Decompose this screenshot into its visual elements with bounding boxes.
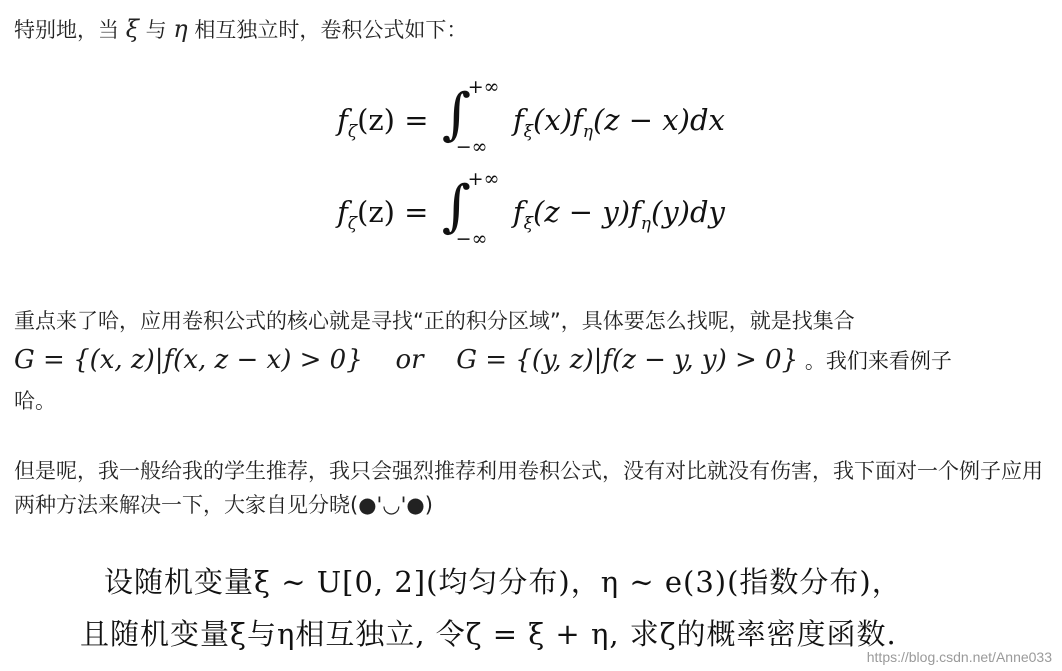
or-text: or xyxy=(395,345,424,375)
core-tail: 。我们来看例子 xyxy=(804,349,952,373)
set-definition-line xyxy=(14,338,1054,383)
xi-symbol: ξ xyxy=(125,15,139,43)
intro-prefix: 特别地，当 xyxy=(14,18,119,42)
core-paragraph-line3: 哈。 xyxy=(14,389,56,413)
intro-suffix: 相互独立时，卷积公式如下： xyxy=(194,18,468,42)
problem-line1: 设随机变量ξ ∼ U[0, 2](均匀分布)，η ∼ e(3)(指数分布)， xyxy=(104,565,902,599)
advice-paragraph: 但是呢，我一般给我的学生推荐，我只会强烈推荐利用卷积公式，没有对比就没有伤害，我下面对一个例子应用两种方法来解决一下，大家自见分晓(●'◡'●) xyxy=(14,459,1043,517)
intro-paragraph xyxy=(14,12,1050,47)
problem-line2: 且随机变量ξ与η相互独立, 令ζ = ξ + η, 求ζ的概率密度函数. xyxy=(80,617,897,651)
eta-symbol: η xyxy=(173,15,188,43)
intro-mid: 与 xyxy=(145,18,167,42)
integral-sign: ∫ +∞ −∞ xyxy=(441,76,500,158)
set-g-yz: G = {(y, z)|f(z − y, y) > 0} xyxy=(456,345,799,375)
core-paragraph-line1: 重点来了哈，应用卷积公式的核心就是寻找“正的积分区域”，具体要怎么找呢，就是找集合 xyxy=(14,309,855,333)
convolution-formula-x: $f_\zeta(z)$ = ∫ +∞ −∞ $f_\xi(x)f_\eta(z - x)dx$ xyxy=(337,76,725,158)
set-g-xz: G = {(x, z)|f(x, z − x) > 0} xyxy=(14,345,363,375)
integral-sign: ∫ +∞ −∞ xyxy=(441,168,500,250)
convolution-formula-y: $f_\zeta(z)$ = ∫ +∞ −∞ $f_\xi(z - y)f_\eta(y)dy$ xyxy=(337,168,725,250)
csdn-watermark: https://blog.csdn.net/Anne033 xyxy=(866,649,1052,665)
